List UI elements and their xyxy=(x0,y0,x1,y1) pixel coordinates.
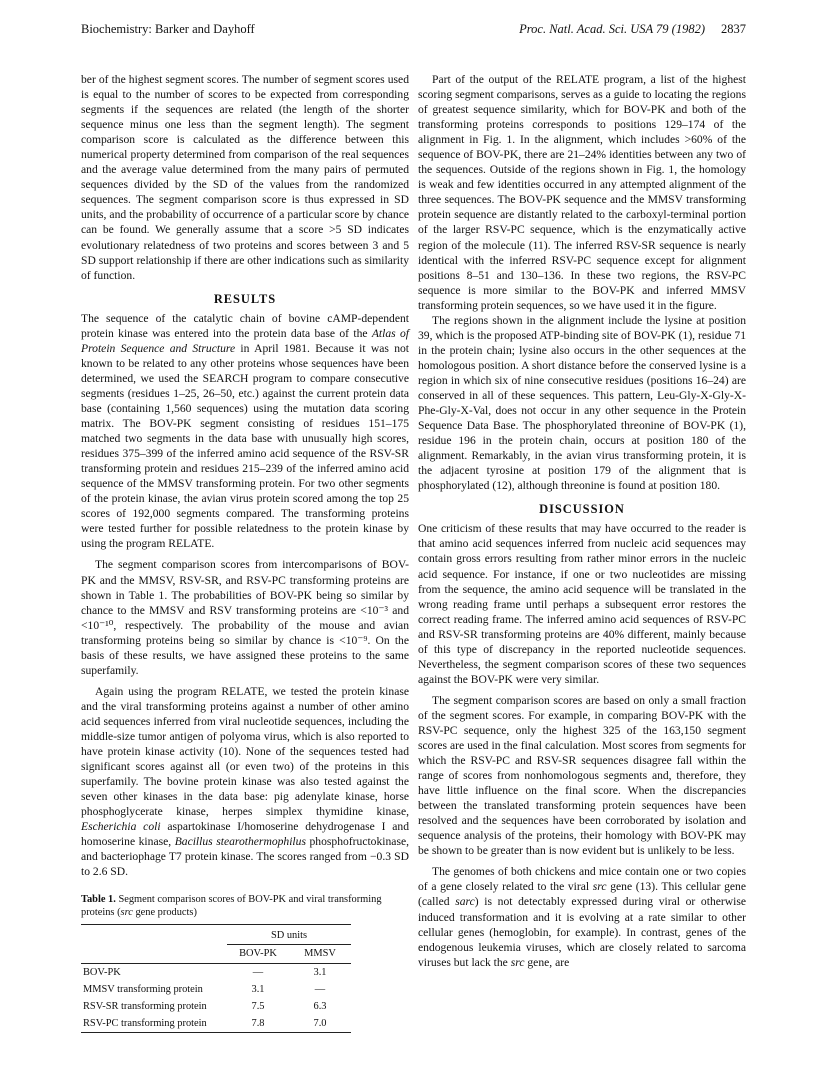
segment-scores-table xyxy=(81,924,351,1032)
table-caption: Table 1. Segment comparison scores of BOV-PK and viral transforming proteins (src gene products) xyxy=(81,894,382,919)
discussion-paragraph-3: The genomes of both chickens and mice contain one or two copies of a gene closely related to the viral src gene (13). This cellular gene (called sarc) is not detectably expressed during viral or otherwise induced transformation and it is evolving at a rate similar to other cellular genes (hemoglobin, for example). In contrast, genes of the endogenous leukemia viruses, which are closely related to sarcoma viruses but lack the src gene, are xyxy=(418,865,747,969)
atlas-title: Atlas of Protein Sequence and Structure xyxy=(81,326,409,355)
header-journal-page xyxy=(519,22,746,37)
discussion-paragraph-1: One criticism of these results that may have occurred to the reader is that amino acid sequences inferred from nucleic acid sequences may contain gross errors resulting from rather minor errors in the nucleic acid sequence. For instance, if one or two nucleotides are missing from the sequence, the amino acid sequence will be translated in the wrong reading frame until perhaps a subsequent error restores the correct reading frame. The inferred amino acid sequences of RSV-PC and RSV-SR transforming proteins are 40% different, mainly because of this type of discrepancy in the reported nucleotide sequences. Nevertheless, the segment comparison scores of these two sequences against the BOV-PK were very similar. xyxy=(418,522,746,686)
discussion-heading: DISCUSSION xyxy=(539,502,625,517)
results-paragraph-4: Part of the output of the RELATE program, a list of the highest scoring segment comparisons, serves as a guide to locating the regions of greatest sequence similarity, which for BOV-PK and both of the transforming proteins corresponds to positions 129–174 of the alignment in Fig. 1. In the alignment, which includes >60% of the sequence of BOV-PK, there are 21–24% identities between any two of the sequences. Outside of the regions shown in Fig. 1, the homology is weak and few identities occurred in any attempted alignment of the three sequences. The BOV-PK sequence and the MMSV transforming protein sequence are distantly related to the carboxyl-terminal portion of the larger RSV-PC sequence, which is the enzymatically active region of the molecule (11). The inferred RSV-SR sequence is nearly identical with the inferred RSV-PC sequence except for alignment positions 8–51 and 130–136. In these two regions, the RSV-PC sequence is more similar to the BOV-PK and inferred MMSV transforming protein sequences, so we have used it in the figure. xyxy=(418,73,746,312)
results-paragraph-2: The segment comparison scores from intercomparisons of BOV-PK and the MMSV, RSV-SR, and RSV-PC transforming proteins are shown in Table 1. The probabilities of BOV-PK being so similar by chance to the MMSV and RSV transforming proteins are <10⁻³ and <10⁻¹⁰, respectively. The probability of the mouse and avian transforming proteins being so similar by chance is <10⁻⁹. On the basis of these results, we have assigned these proteins to the same superfamily. xyxy=(81,558,409,677)
discussion-paragraph-2: The segment comparison scores are based on only a small fraction of the segment scores. For example, in comparing BOV-PK with the RSV-PC sequence, only the highest 325 of the 163,150 segment scores are used in the final calculation. Most scores from segments for which the RSV-PC and RSV-SR sequences disagree fall within the range of scores from nonhomologous segments and, therefore, they have little influence on the final score. When the discrepancies between the translated transforming protein sequences have been resolved and the sequences have been corroborated by isolation and sequence analysis of the proteins, their homology with BOV-PK may be shown to be greater than is now evident but is unlikely to be less. xyxy=(418,693,746,858)
table-row: BOV-PK — 3.1 xyxy=(83,966,327,978)
header-journal: Proc. Natl. Acad. Sci. USA 79 (1982) xyxy=(519,22,705,36)
table-row: RSV-SR transforming protein 7.5 6.3 xyxy=(83,1000,327,1012)
results-paragraph-3: Again using the program RELATE, we tested the protein kinase and the viral transforming proteins against a number of other amino acid sequences inferred from viral nucleotide sequences, including the middle-size tumor antigen of polyoma virus, which is also reported to have protein kinase activity (10). None of the sequences tested had significant scores against all (or even two) of the proteins in this superfamily. The bovine protein kinase was also tested against the seven other kinases in the data base: pig adenylate kinase, horse phosphoglycerate kinase, herpes simplex thymidine kinase, Escherichia coli aspartokinase I/homoserine dehydrogenase I and homoserine kinase, Bacillus stearothermophilus phosphofructokinase, and bacteriophage T7 protein kinase. The scores ranged from −0.3 SD to 2.6 SD. xyxy=(81,684,409,879)
left-column xyxy=(81,72,409,1033)
header-authors: Biochemistry: Barker and Dayhoff xyxy=(81,22,255,36)
right-column xyxy=(418,72,746,970)
table-group-header: SD units xyxy=(227,925,351,945)
table-col-mmsv: MMSV xyxy=(289,945,351,963)
results-paragraph-5: The regions shown in the alignment include the lysine at position 39, which is the proposed ATP-binding site of BOV-PK (1), residue 71 in the protein chain; lysine also occurs in the other sequences at the homologous position. A short distance before the conserved lysine is a region in which six of nine consecutive residues (positions 16–24) are conserved in all of these sequences. This pattern, Leu-Gly-X-Gly-X-Phe-Gly-X-Val, does not occur in any other sequence in the Protein Sequence Data Base. The phosphorylated threonine of BOV-PK (1), residue 196 in the protein chain, occurs at position 180 of the alignment. Remarkably, in the avian virus transforming protein, it is the adjacent tyrosine at position 179 of the alignment that is phosphorylated (12), although threonine is found at position 180. xyxy=(418,313,746,493)
running-header xyxy=(81,22,746,44)
results-paragraph-1: The sequence of the catalytic chain of bovine cAMP-dependent protein kinase was entered into the protein data base of the Atlas of Protein Sequence and Structure in April 1981. Because it was not known to be related to any other proteins whose sequences have been determined, we used the SEARCH program to compare consecutive segments (residues 1–25, 26–50, etc.) against the current protein data base (containing 1,560 sequences) using the mutation data scoring matrix. The BOV-PK segment consisting of residues 151–175 matched two segments in the data base with unusually high scores, residues 375–399 of the inferred amino acid sequence of the RSV-SR transforming protein and residues 215–239 of the inferred amino acid sequence of the MMSV transforming protein. For two other segments of the protein kinase, the avian virus protein scored among the top 25 scores of 192,000 segments compared. The transforming proteins were tested further for possible relatedness to the protein kinase by using the program RELATE. xyxy=(81,311,410,551)
table-col-bovpk: BOV-PK xyxy=(227,945,289,963)
table-row: MMSV transforming protein 3.1 — xyxy=(83,983,326,995)
results-heading: RESULTS xyxy=(213,291,277,306)
methods-paragraph-end: ber of the highest segment scores. The number of segment scores used is equal to the number of scores to be expected from corresponding segments if the sequences are related (the length of the shorter sequence minus one less than the segment length). The segment comparison score is calculated as the difference between this numerical property determined from comparison of the real sequences and the average value determined from the many pairs of permuted sequences divided by the SD of the values from the randomized sequences. The segment comparison score is thus expressed in SD units, and the probability of occurrence of a particular score by chance can be found. We generally assume that a score >5 SD indicates evolutionary relatedness of two proteins and scores between 3 and 5 SD support relationship if there are other indications such as similarity of function. xyxy=(81,73,409,282)
table-row: RSV-PC transforming protein 7.8 7.0 xyxy=(81,1015,351,1033)
header-page-number: 2837 xyxy=(721,22,746,36)
